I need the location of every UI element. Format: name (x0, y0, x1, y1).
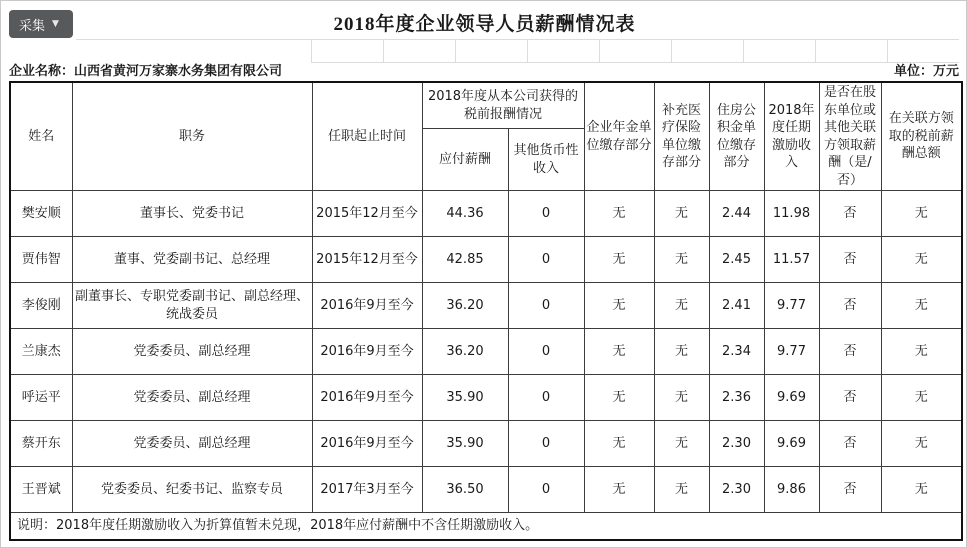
cell-other-income: 0 (508, 375, 584, 421)
cell-term: 2016年9月至今 (312, 329, 422, 375)
faint-gridline-v (311, 39, 312, 62)
company-name: 山西省黄河万家寨水务集团有限公司 (74, 64, 283, 79)
faint-gridline-v (455, 39, 456, 62)
col-header-name: 姓名 (10, 82, 72, 191)
col-header-pretax-group: 2018年度从本公司获得的税前报酬情况 (422, 82, 584, 129)
cell-annuity: 无 (584, 191, 654, 237)
cell-position: 董事、党委副书记、总经理 (72, 237, 312, 283)
table-note: 说明：2018年度任期激励收入为折算值暂未兑现，2018年应付薪酬中不含任期激励收入。 (10, 513, 962, 540)
company-label: 企业名称： (9, 64, 75, 79)
cell-other-income: 0 (508, 191, 584, 237)
cell-position: 董事长、党委书记 (72, 191, 312, 237)
cell-incentive: 9.77 (764, 329, 819, 375)
cell-related-pay: 否 (819, 191, 881, 237)
cell-other-income: 0 (508, 467, 584, 513)
col-header-payable: 应付薪酬 (422, 129, 508, 191)
cell-incentive: 9.69 (764, 421, 819, 467)
cell-name: 蔡开东 (10, 421, 72, 467)
cell-related-total: 无 (881, 283, 962, 329)
faint-gridline-v (887, 39, 888, 62)
cell-annuity: 无 (584, 283, 654, 329)
cell-term: 2015年12月至今 (312, 237, 422, 283)
col-header-position: 职务 (72, 82, 312, 191)
cell-related-total: 无 (881, 329, 962, 375)
cell-term: 2016年9月至今 (312, 421, 422, 467)
col-header-medical: 补充医疗保险单位缴存部分 (654, 82, 709, 191)
table-body (10, 191, 962, 513)
col-header-related-total: 在关联方领取的税前薪酬总额 (881, 82, 962, 191)
cell-related-pay: 否 (819, 375, 881, 421)
cell-related-total: 无 (881, 467, 962, 513)
cell-incentive: 9.86 (764, 467, 819, 513)
cell-position: 党委委员、副总经理 (72, 375, 312, 421)
cell-annuity: 无 (584, 237, 654, 283)
cell-name: 王晋斌 (10, 467, 72, 513)
col-header-term: 任职起止时间 (312, 82, 422, 191)
unit-label: 单位：万元 (893, 64, 959, 79)
cell-name: 李俊刚 (10, 283, 72, 329)
faint-gridline-v (527, 39, 528, 62)
cell-payable: 35.90 (422, 421, 508, 467)
cell-medical: 无 (654, 191, 709, 237)
col-header-annuity: 企业年金单位缴存部分 (584, 82, 654, 191)
cell-incentive: 9.69 (764, 375, 819, 421)
cell-name: 贾伟智 (10, 237, 72, 283)
col-header-housing: 住房公积金单位缴存部分 (709, 82, 764, 191)
cell-incentive: 11.57 (764, 237, 819, 283)
faint-gridline-v (743, 39, 744, 62)
cell-medical: 无 (654, 329, 709, 375)
cell-housing: 2.45 (709, 237, 764, 283)
salary-table (9, 81, 963, 541)
cell-other-income: 0 (508, 421, 584, 467)
cell-housing: 2.30 (709, 467, 764, 513)
cell-payable: 44.36 (422, 191, 508, 237)
faint-gridline-v (815, 39, 816, 62)
cell-medical: 无 (654, 237, 709, 283)
cell-housing: 2.34 (709, 329, 764, 375)
cell-related-pay: 否 (819, 421, 881, 467)
cell-other-income: 0 (508, 283, 584, 329)
cell-name: 呼运平 (10, 375, 72, 421)
faint-gridline-v (383, 39, 384, 62)
cell-related-total: 无 (881, 375, 962, 421)
cell-payable: 35.90 (422, 375, 508, 421)
cell-position: 党委委员、纪委书记、监察专员 (72, 467, 312, 513)
cell-medical: 无 (654, 467, 709, 513)
cell-payable: 36.20 (422, 283, 508, 329)
meta-row (9, 61, 959, 79)
cell-term: 2017年3月至今 (312, 467, 422, 513)
chevron-down-icon: ▼ (52, 18, 59, 29)
cell-term: 2016年9月至今 (312, 283, 422, 329)
cell-name: 樊安顺 (10, 191, 72, 237)
cell-related-pay: 否 (819, 283, 881, 329)
cell-position: 党委委员、副总经理 (72, 329, 312, 375)
cell-medical: 无 (654, 375, 709, 421)
collect-button[interactable] (9, 10, 73, 38)
col-header-other-income: 其他货币性收入 (508, 129, 584, 191)
cell-housing: 2.36 (709, 375, 764, 421)
table-row (10, 375, 962, 421)
cell-housing: 2.44 (709, 191, 764, 237)
cell-related-total: 无 (881, 191, 962, 237)
company-name-line (9, 60, 282, 79)
cell-payable: 36.50 (422, 467, 508, 513)
table-row (10, 467, 962, 513)
top-area (1, 1, 967, 81)
faint-gridline-v (599, 39, 600, 62)
cell-payable: 42.85 (422, 237, 508, 283)
cell-annuity: 无 (584, 329, 654, 375)
cell-position: 副董事长、专职党委副书记、副总经理、统战委员 (72, 283, 312, 329)
cell-other-income: 0 (508, 237, 584, 283)
table-row (10, 283, 962, 329)
cell-related-pay: 否 (819, 237, 881, 283)
cell-position: 党委委员、副总经理 (72, 421, 312, 467)
col-header-related-pay: 是否在股东单位或其他关联方领取薪酬（是/否） (819, 82, 881, 191)
cell-related-total: 无 (881, 237, 962, 283)
cell-related-total: 无 (881, 421, 962, 467)
cell-housing: 2.41 (709, 283, 764, 329)
cell-term: 2016年9月至今 (312, 375, 422, 421)
col-header-incentive: 2018年度任期激励收入 (764, 82, 819, 191)
cell-housing: 2.30 (709, 421, 764, 467)
note-row (10, 513, 962, 540)
cell-other-income: 0 (508, 329, 584, 375)
cell-incentive: 11.98 (764, 191, 819, 237)
cell-name: 兰康杰 (10, 329, 72, 375)
cell-annuity: 无 (584, 467, 654, 513)
table-row (10, 329, 962, 375)
cell-incentive: 9.77 (764, 283, 819, 329)
cell-annuity: 无 (584, 375, 654, 421)
cell-term: 2015年12月至今 (312, 191, 422, 237)
faint-gridline-v (671, 39, 672, 62)
cell-medical: 无 (654, 283, 709, 329)
cell-related-pay: 否 (819, 467, 881, 513)
table-row (10, 237, 962, 283)
faint-gridline-h1 (76, 39, 959, 40)
cell-medical: 无 (654, 421, 709, 467)
cell-payable: 36.20 (422, 329, 508, 375)
collect-button-label: 采集 (19, 18, 46, 34)
cell-related-pay: 否 (819, 329, 881, 375)
cell-annuity: 无 (584, 421, 654, 467)
table-row (10, 191, 962, 237)
table-row (10, 421, 962, 467)
page-title: 2018年度企业领导人员薪酬情况表 (333, 14, 636, 35)
